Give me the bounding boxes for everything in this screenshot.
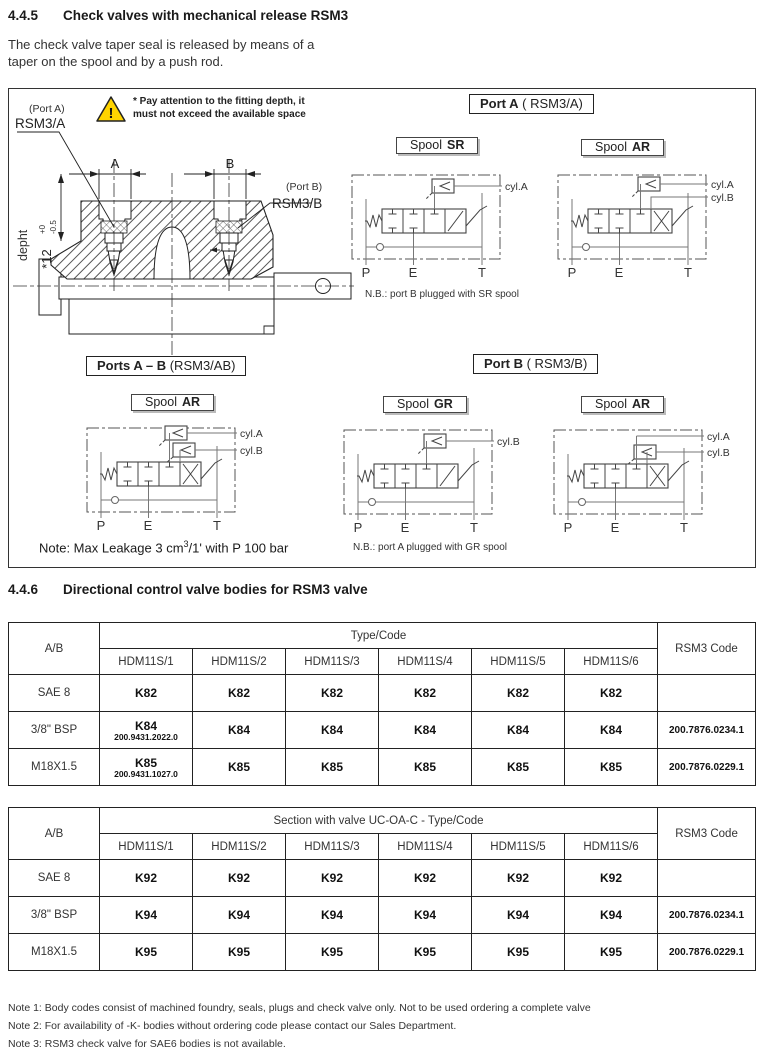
leakage-note-sup: 3 (183, 539, 189, 549)
t1-code-sub: 200.9431.2022.0 (114, 731, 178, 742)
t1-code-cell: K84 (472, 712, 565, 749)
t2-col-header: HDM11S/6 (565, 834, 658, 860)
port-a-callout: (Port A) (29, 103, 65, 115)
port-b-header-bold: Port B (484, 356, 523, 371)
port-p-label: P (96, 518, 106, 533)
warning-text (133, 96, 306, 121)
port-t-label: T (213, 518, 221, 533)
depth-tol-minus: -0.5 (49, 220, 58, 234)
t2-col-header: HDM11S/1 (100, 834, 193, 860)
t2-code-cell: K95 (100, 934, 193, 971)
schematic-port-b-spool-gr (336, 424, 531, 536)
t2-code-cell: K95 (472, 934, 565, 971)
table-row (9, 712, 756, 749)
depth-word-label: depht (16, 229, 30, 261)
table-row (9, 675, 756, 712)
section-445-title: Check valves with mechanical release RSM3 (63, 8, 349, 23)
t1-code-main: K84 (134, 718, 157, 733)
t2-code-cell: K94 (565, 897, 658, 934)
t1-rsm3-cell (658, 675, 756, 712)
t1-col-header: HDM11S/4 (379, 649, 472, 675)
t2-ab-cell: 3/8" BSP (9, 897, 100, 934)
spool-word: Spool (145, 395, 177, 409)
table-row (9, 860, 756, 897)
footnote-2: Note 2: For availability of -K- bodies without ordering code please contact our Sales Department. (8, 1020, 457, 1032)
spool-ar-label-box-2 (131, 394, 214, 411)
t1-code-cell: K84 (379, 712, 472, 749)
t2-code-cell: K92 (472, 860, 565, 897)
t2-col-header: HDM11S/4 (379, 834, 472, 860)
t2-ab-cell: M18X1.5 (9, 934, 100, 971)
intro-paragraph (8, 36, 314, 70)
t2-col-header: HDM11S/3 (286, 834, 379, 860)
cross-section-drawing (11, 129, 356, 364)
t1-code-cell (100, 749, 193, 786)
t2-rsm3-header: RSM3 Code (658, 808, 756, 860)
spool-gr-label-box (383, 396, 467, 413)
cyl-b-label: cyl.B (711, 192, 734, 204)
t2-code-cell: K92 (379, 860, 472, 897)
warning-exclamation: ! (108, 105, 114, 122)
t1-rsm3-header: RSM3 Code (658, 623, 756, 675)
port-e-label: E (614, 265, 624, 280)
table-row (9, 934, 756, 971)
warning-text-line2: must not exceed the available space (133, 108, 306, 120)
port-e-label: E (400, 520, 410, 535)
cyl-b-label: cyl.B (240, 445, 263, 457)
leakage-note-post: /1' with P 100 bar (188, 540, 289, 556)
t2-code-cell: K95 (193, 934, 286, 971)
section-446-title: Directional control valve bodies for RSM3 valve (63, 582, 368, 597)
t2-code-cell: K94 (193, 897, 286, 934)
schematic-port-a-spool-ar (550, 169, 745, 281)
schematic-port-a-spool-sr (344, 169, 539, 281)
cyl-a-label: cyl.A (707, 431, 730, 443)
t2-rsm3-cell: 200.7876.0229.1 (658, 934, 756, 971)
t2-code-cell: K95 (286, 934, 379, 971)
t2-code-cell: K92 (565, 860, 658, 897)
t1-ab-header: A/B (9, 623, 100, 675)
table-row (9, 749, 756, 786)
schematic-ports-ab-spool-ar (79, 422, 274, 534)
spool-word: Spool (595, 140, 627, 154)
port-p-label: P (563, 520, 573, 535)
t1-col-header: HDM11S/5 (472, 649, 565, 675)
t1-code-sub: 200.9431.1027.0 (114, 768, 178, 779)
t1-col-header: HDM11S/6 (565, 649, 658, 675)
rsm3a-callout: RSM3/A (15, 116, 66, 131)
t2-ab-header: A/B (9, 808, 100, 860)
t2-rsm3-cell: 200.7876.0234.1 (658, 897, 756, 934)
t2-code-cell: K94 (100, 897, 193, 934)
t2-code-cell: K94 (472, 897, 565, 934)
t2-code-cell: K95 (379, 934, 472, 971)
port-a-header-bold: Port A (480, 96, 519, 111)
port-e-label: E (610, 520, 620, 535)
cyl-a-label: cyl.A (505, 181, 528, 193)
t2-code-cell: K94 (379, 897, 472, 934)
section-445-heading (8, 8, 348, 23)
spool-sr-label-box (396, 137, 478, 154)
dim-b-label: B (225, 156, 235, 171)
port-t-label: T (684, 265, 692, 280)
footnote-1: Note 1: Body codes consist of machined foundry, seals, plugs and check valve only. Not to be used ordering a complete valve (8, 1002, 591, 1014)
section-446-number: 4.4.6 (8, 582, 39, 597)
port-e-label: E (143, 518, 153, 533)
t2-code-cell: K94 (286, 897, 379, 934)
t2-rsm3-cell (658, 860, 756, 897)
t2-col-header: HDM11S/2 (193, 834, 286, 860)
t1-code-cell: K84 (286, 712, 379, 749)
spool-gr: GR (433, 397, 453, 411)
port-b-header-rest: ( RSM3/B) (523, 356, 588, 371)
port-p-label: P (353, 520, 363, 535)
cyl-a-label: cyl.A (240, 428, 263, 440)
t1-code-cell: K82 (286, 675, 379, 712)
dim-a-label: A (110, 156, 120, 171)
t1-rsm3-cell: 200.7876.0234.1 (658, 712, 756, 749)
t2-group-header: Section with valve UC-OA-C - Type/Code (100, 808, 658, 834)
t1-ab-cell: SAE 8 (9, 675, 100, 712)
port-a-header (469, 94, 594, 114)
t1-col-header: HDM11S/3 (286, 649, 379, 675)
t2-col-header: HDM11S/5 (472, 834, 565, 860)
section-445-number: 4.4.5 (8, 8, 39, 23)
ports-ab-header-bold: Ports A – B (97, 358, 167, 373)
body-codes-table (8, 622, 756, 786)
t2-ab-cell: SAE 8 (9, 860, 100, 897)
port-b-header (473, 354, 598, 374)
t1-code-cell: K82 (193, 675, 286, 712)
cyl-b-label: cyl.B (707, 447, 730, 459)
nb-port-a-plugged: N.B.: port A plugged with GR spool (353, 542, 507, 553)
spool-ar: AR (631, 397, 651, 411)
section-codes-table (8, 807, 756, 971)
nb-port-b-plugged: N.B.: port B plugged with SR spool (365, 289, 519, 300)
spool-word: Spool (410, 138, 442, 152)
t1-code-cell: K85 (286, 749, 379, 786)
t1-code-cell: K84 (193, 712, 286, 749)
t1-col-header: HDM11S/2 (193, 649, 286, 675)
t1-rsm3-cell: 200.7876.0229.1 (658, 749, 756, 786)
footnotes (8, 999, 591, 1053)
leakage-note-pre: Note: Max Leakage 3 cm (39, 540, 184, 556)
t1-ab-cell: 3/8" BSP (9, 712, 100, 749)
port-p-label: P (567, 265, 577, 280)
t1-code-cell: K85 (379, 749, 472, 786)
spool-ar-label-box-1 (581, 139, 664, 156)
spool-word: Spool (595, 397, 627, 411)
cyl-a-label: cyl.A (711, 179, 734, 191)
t1-code-cell: K84 (565, 712, 658, 749)
intro-line-1: The check valve taper seal is released by means of a (8, 37, 315, 52)
warning-icon (95, 95, 127, 123)
t1-code-cell: K82 (100, 675, 193, 712)
spool-word: Spool (397, 397, 429, 411)
port-t-label: T (680, 520, 688, 535)
cyl-b-label: cyl.B (497, 436, 520, 448)
t1-code-cell: K85 (193, 749, 286, 786)
t1-code-cell (100, 712, 193, 749)
spool-ar: AR (181, 395, 201, 409)
rsm3b-callout: RSM3/B (272, 196, 323, 211)
table-row (9, 897, 756, 934)
schematic-port-b-spool-ar (546, 424, 741, 536)
port-t-label: T (470, 520, 478, 535)
t1-col-header: HDM11S/1 (100, 649, 193, 675)
t1-code-cell: K82 (472, 675, 565, 712)
spool-ar: AR (631, 140, 651, 154)
ports-ab-header (86, 356, 246, 376)
leakage-note (39, 539, 288, 555)
t2-code-cell: K95 (565, 934, 658, 971)
t2-code-cell: K92 (286, 860, 379, 897)
t1-code-cell: K85 (472, 749, 565, 786)
depth-tol-plus: +0 (38, 224, 47, 234)
t1-ab-cell: M18X1.5 (9, 749, 100, 786)
t1-group-header: Type/Code (100, 623, 658, 649)
port-b-callout: (Port B) (286, 181, 323, 193)
spool-ar-label-box-3 (581, 396, 664, 413)
t1-code-cell: K82 (379, 675, 472, 712)
t1-code-cell: K85 (565, 749, 658, 786)
intro-line-2: taper on the spool and by a push rod. (8, 54, 224, 69)
port-p-label: P (361, 265, 371, 280)
port-t-label: T (478, 265, 486, 280)
figure-frame (8, 88, 756, 568)
ports-ab-header-rest: (RSM3/AB) (166, 358, 236, 373)
t2-code-cell: K92 (193, 860, 286, 897)
t2-code-cell: K92 (100, 860, 193, 897)
port-a-header-rest: ( RSM3/A) (518, 96, 583, 111)
depth-dim-value: *12 (39, 249, 54, 269)
footnote-3: Note 3: RSM3 check valve for SAE6 bodies is not available. (8, 1038, 286, 1050)
t1-code-cell: K82 (565, 675, 658, 712)
t1-code-main: K85 (134, 755, 157, 770)
warning-text-line1: * Pay attention to the fitting depth, it (133, 96, 305, 107)
port-e-label: E (408, 265, 418, 280)
section-446-heading (8, 582, 368, 597)
spool-sr: SR (446, 138, 465, 152)
